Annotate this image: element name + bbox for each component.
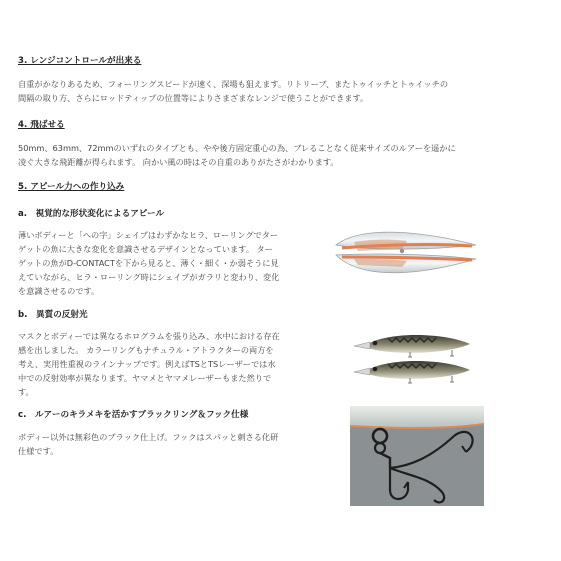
text-line: す。 [18,387,34,397]
lure-pair-image [348,322,476,388]
section-3-heading: 3. レンジコントロールが出来る [18,56,142,66]
text-line: 考え、実用性重視のラインナップです。例えばTSとTSレーザーでは水 [18,359,276,369]
hook-closeup-image [350,406,484,506]
text-line: えていながら、ヒラ・ローリング時にシェイプがガラリと変わり、変化 [18,272,280,282]
section-5-heading: 5. アピール力への作り込み [18,182,125,192]
text-line: 中での反射効率が異なります。ヤマメとヤマメレーザーもまた然りで [18,373,272,383]
lure-shape-image [332,215,482,293]
lure-top [354,335,470,357]
text-line: 仕様です。 [18,446,59,456]
subsection-a-heading: a. 視覚的な形状変化によるアピール [18,209,165,219]
subsection-b-text [18,329,280,399]
subsection-b-heading: b. 異質の反射光 [18,310,88,320]
section-4-text [18,141,456,169]
subsection-a-text [18,228,279,298]
subsection-c-text [18,430,278,458]
text-line: ゲットの魚に大きな変化を意識させるデザインとなっています。 ター [18,244,273,254]
text-line: ゲットの魚がD-CONTACTを下から見ると、薄く・細く・か弱そうに見 [18,258,279,268]
text-line: ボディー以外は無彩色のブラック仕上げ。フックはスパッと刺さる化研 [18,432,279,442]
subsection-c-heading: c. ルアーのキラメキを活かすブラックリング＆フック仕様 [18,410,249,420]
text-line: 感を出しました。 カラーリングもナチュラル・アトラクターの両方を [18,345,274,355]
text-line: 凌ぐ大きな飛距離が得られます。 向かい風の時はその自重のありがたさがわかります。 [18,157,339,167]
text-line: 自重がかなりあるため、フォーリングスピードが速く、深場も狙えます。リトリーブ、またトゥイッチとトゥイッチの [18,79,449,89]
section-3-text [18,77,448,105]
text-line: を意識させるのです。 [18,286,100,296]
text-line: 間隔の取り方、さらにロッドティップの位置等によりさまざまなレンジで使うことができます。 [18,93,369,103]
section-4-heading: 4. 飛ばせる [18,120,65,130]
lure-bottom [354,361,470,383]
text-line: 50mm、63mm、72mmのいずれのタイプとも、やや後方固定重心の為、ブレることなく従来サイズのルアーを遥かに [18,143,456,153]
text-line: マスクとボディーでは異なるホログラムを張り込み、水中における存在 [18,331,280,341]
text-line: 薄いボディーと「への字」シェイプはわずかなヒラ、ローリングでター [18,230,279,240]
